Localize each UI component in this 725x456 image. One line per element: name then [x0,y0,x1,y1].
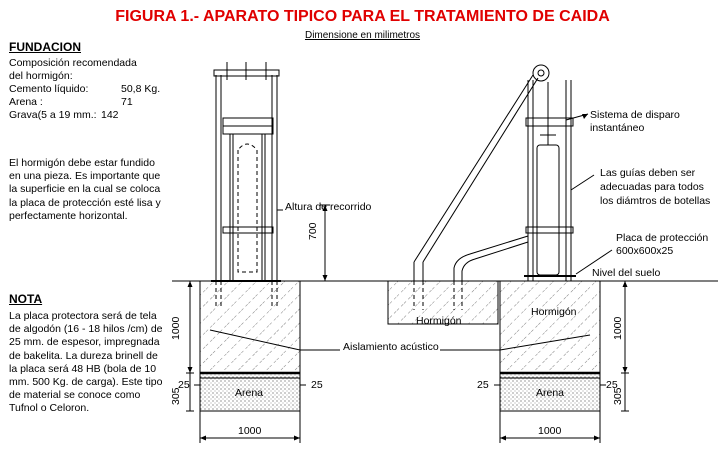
label-placa-2: 600x600x25 [616,245,674,257]
dim-1000-left: 1000 [170,316,182,340]
fundacion-heading: FUNDACION [9,40,81,54]
figure-title: FIGURA 1.- APARATO TIPICO PARA EL TRATAMIENTO DE CAIDA [115,8,610,25]
label-hormigon-right: Hormigón [531,306,577,318]
mix-value: 71 [121,96,133,109]
label-sistema-2: instantáneo [590,122,645,134]
mix-label: Arena : [9,96,43,109]
dim-305-left: 305 [170,387,182,405]
label-placa-1: Placa de protección [616,232,709,244]
fundacion-intro-2: del hormigón: [9,70,73,82]
mix-label: Cemento líquido: [9,83,89,95]
nota-heading: NOTA [9,292,43,306]
dim-width-1000-left: 1000 [238,425,262,437]
dim-700: 700 [307,222,319,240]
label-aislamiento: Aislamiento acústico [343,341,439,353]
label-guias-2: adecuadas para todos [600,181,704,193]
dim-305-right: 305 [612,387,624,405]
label-guias-1: Las guías deben ser [600,167,696,179]
fundacion-intro-1: Composición recomendada [9,57,137,69]
label-sistema-1: Sistema de disparo [590,109,680,121]
dim-25-a: 25 [178,379,190,391]
label-nivel-suelo: Nivel del suelo [592,267,661,279]
dim-25-c: 25 [477,379,489,391]
right-drop-tower [414,65,576,310]
dim-25-d: 25 [606,379,618,391]
label-arena-left: Arena [235,387,264,399]
fundacion-paragraph: El hormigón debe estar fundido en una pieza. Es importante que la superficie en la cual se coloca la placa de protección esté lisa y perfectamente horizontal. [9,157,161,222]
right-concrete-block [500,281,600,373]
nota-paragraph: La placa protectora será de tela de algodón (16 - 18 hilos /cm) de 25 mm. de espesor, impregnada de bakelita. La dureza brinell de la placa será 48 HB (bola de 10 mm. 500 Kg. de carga). Este tipo de material se conoce como Tufnol o Celoron. [9,310,163,415]
dim-25-b: 25 [311,379,323,391]
dim-1000-right: 1000 [612,316,624,340]
figure-subtitle: Dimensione en milimetros [304,30,421,41]
dim-width-1000-right: 1000 [538,425,562,437]
mix-label: Grava(5 a 19 mm.: [9,109,97,122]
left-drop-tower [211,62,281,306]
mix-value: 142 [101,109,119,122]
label-arena-right: Arena [536,387,565,399]
label-guias-3: los diámtros de botellas [600,195,711,207]
left-concrete-block [200,281,300,373]
label-hormigon-left: Hormigón [416,315,462,327]
mix-value: 50,8 Kg. [121,83,161,95]
label-altura-recorrido: Altura de recorrido [285,201,372,213]
